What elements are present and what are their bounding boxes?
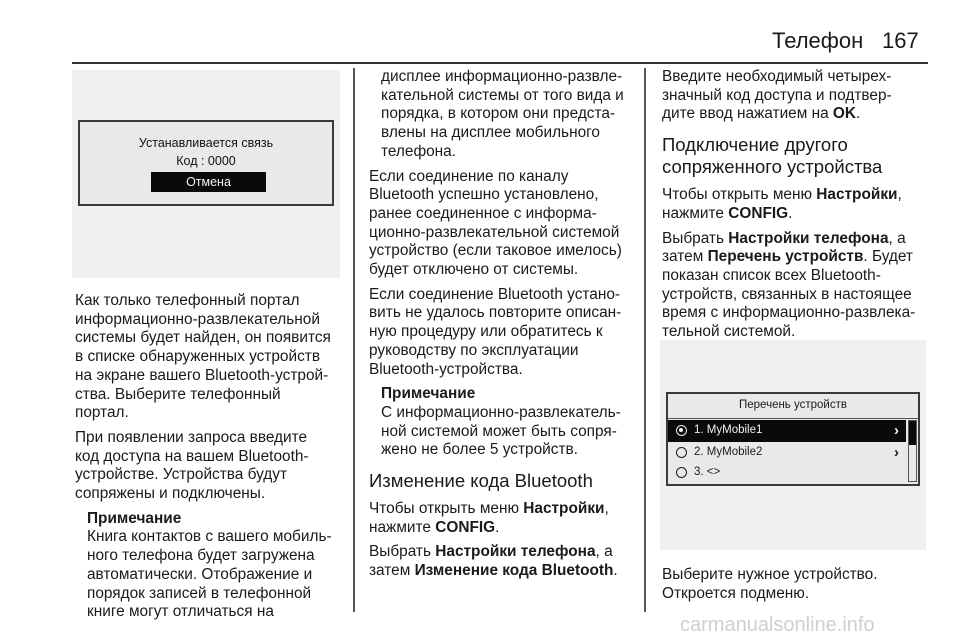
chevron-right-icon: › xyxy=(894,444,899,461)
section-heading: Изменение кода Bluetooth xyxy=(369,470,593,492)
heading-line: сопряженного устройства xyxy=(662,156,883,178)
text-run: , xyxy=(604,500,609,518)
text-line: портал. xyxy=(75,404,129,422)
text-line: ную процедуру или обратитесь к xyxy=(369,323,603,341)
text-run: нажмите xyxy=(662,204,729,222)
text-line: Выберите нужное устройство. xyxy=(662,566,878,583)
text-run: Выбрать xyxy=(662,229,729,247)
paragraph xyxy=(662,68,932,124)
radio-unselected-icon xyxy=(676,467,687,478)
device-list-rule xyxy=(668,418,918,419)
key-name: CONFIG xyxy=(435,518,496,536)
text-line: время с информационно-развлека‐ xyxy=(662,304,916,322)
menu-item-name: Настройки телефона xyxy=(435,543,596,561)
text-line: в списке обнаруженных устройств xyxy=(75,348,320,366)
menu-item-name: Перечень устройств xyxy=(707,248,864,266)
text-line: ционно-развлекательной системой xyxy=(369,223,620,241)
paragraph xyxy=(662,230,932,342)
paragraph xyxy=(662,186,932,223)
device-list-image xyxy=(660,340,926,550)
menu-name: Настройки xyxy=(816,186,898,204)
text-line: показан список всех Bluetooth- xyxy=(662,266,881,284)
text-line: Книга контактов с вашего мобиль‐ xyxy=(87,528,332,546)
text-line: С информационно-развлекатель‐ xyxy=(381,403,621,421)
text-run: затем xyxy=(662,248,708,266)
text-line: Если соединение по каналу xyxy=(369,167,569,185)
chevron-right-icon: › xyxy=(894,422,899,439)
cancel-button[interactable]: Отмена xyxy=(151,172,266,192)
menu-item-name: Изменение кода Bluetooth xyxy=(414,562,614,580)
text-line: Как только телефонный портал xyxy=(75,292,300,309)
text-line: устройств, связанных в настоящее xyxy=(662,285,912,303)
text-line: руководству по эксплуатации xyxy=(369,341,579,359)
device-list-scrollbar[interactable] xyxy=(908,420,917,482)
paragraph xyxy=(75,292,351,423)
text-run: . xyxy=(856,105,861,123)
text-line: значный код доступа и подтвер- xyxy=(662,86,892,104)
text-line: порядка, в котором они предста‐ xyxy=(381,105,616,123)
pairing-screen-image xyxy=(72,70,340,278)
page-title: Телефон xyxy=(772,28,864,53)
text-line: Bluetooth успешно установлено, xyxy=(369,186,599,204)
text-run: затем xyxy=(369,562,415,580)
column-3-top xyxy=(662,68,932,348)
key-name: OK xyxy=(832,105,857,123)
column-1 xyxy=(75,292,351,628)
key-name: CONFIG xyxy=(728,204,789,222)
text-run: дите ввод нажатием на xyxy=(662,105,833,123)
text-run: . xyxy=(788,204,793,222)
device-list-item[interactable] xyxy=(668,420,906,442)
paragraph xyxy=(369,168,641,280)
text-line: устройстве. Устройства будут xyxy=(75,466,288,484)
text-run: Чтобы открыть меню xyxy=(662,186,817,204)
device-list-item[interactable] xyxy=(668,462,906,484)
page-header xyxy=(0,24,960,60)
text-line: вить не удалось повторите описан‐ xyxy=(369,304,622,322)
paragraph xyxy=(369,500,641,537)
note-block xyxy=(369,385,641,460)
note-block xyxy=(75,510,351,622)
device-name: 2. MyMobile2 xyxy=(694,446,763,458)
text-line: Bluetooth-устройства. xyxy=(369,360,523,378)
text-line: код доступа на вашем Bluetooth- xyxy=(75,447,309,465)
heading-line: Подключение другого xyxy=(662,134,848,156)
text-line: Если соединение Bluetooth устано‐ xyxy=(369,285,621,303)
text-line: ства. Выберите телефонный xyxy=(75,385,281,403)
text-run: , xyxy=(897,186,902,204)
text-line: телефона. xyxy=(381,142,457,160)
text-line: тельной системой. xyxy=(662,323,796,341)
scrollbar-thumb[interactable] xyxy=(909,421,916,445)
text-run: . Будет xyxy=(863,248,913,266)
paragraph xyxy=(369,543,641,580)
device-name: 1. MyMobile1 xyxy=(694,424,763,436)
device-list-display xyxy=(666,392,920,486)
device-list-title: Перечень устройств xyxy=(739,399,847,411)
text-line: жено не более 5 устройств. xyxy=(381,441,578,459)
text-line: устройство (если таковое имелось) xyxy=(369,242,622,260)
section-heading xyxy=(662,134,932,178)
text-line: Откроется подменю. xyxy=(662,584,810,602)
text-run: Выбрать xyxy=(369,543,436,561)
text-line: ного телефона будет загружена xyxy=(87,547,315,565)
column-2 xyxy=(369,68,641,587)
device-name: 3. <> xyxy=(694,466,721,478)
radio-selected-icon xyxy=(676,425,687,436)
text-line: дисплее информационно-развле‐ xyxy=(381,68,623,85)
page-number: 167 xyxy=(882,28,919,53)
text-run: . xyxy=(613,562,618,580)
text-line: на экране вашего Bluetooth-устрой‐ xyxy=(75,366,329,384)
paragraph xyxy=(369,286,641,380)
column-divider xyxy=(353,68,355,612)
text-line: книге могут отличаться на xyxy=(87,603,274,621)
note-title: Примечание xyxy=(381,385,476,403)
column-3-bottom xyxy=(662,566,932,609)
pairing-code-text: Код : 0000 xyxy=(176,154,236,168)
note-continuation xyxy=(369,68,641,162)
text-line: влены на дисплее мобильного xyxy=(381,124,600,142)
menu-item-name: Настройки телефона xyxy=(728,229,889,247)
text-run: . xyxy=(495,518,500,536)
text-line: будет отключено от системы. xyxy=(369,261,579,279)
device-list-item[interactable] xyxy=(668,442,906,464)
text-line: При появлении запроса введите xyxy=(75,428,308,446)
text-line: ранее соединенное с информа‐ xyxy=(369,204,597,222)
text-line: Введите необходимый четырех- xyxy=(662,68,892,85)
header-rule xyxy=(72,62,928,64)
text-run: , а xyxy=(888,229,906,247)
text-line: ной системой может быть сопря‐ xyxy=(381,422,617,440)
text-line: кательной системы от того вида и xyxy=(381,86,624,104)
radio-unselected-icon xyxy=(676,447,687,458)
text-line: системы будет найден, он появится xyxy=(75,329,331,347)
text-run: Чтобы открыть меню xyxy=(369,500,524,518)
paragraph xyxy=(662,566,932,603)
watermark: carmanualsonline.info xyxy=(680,614,875,636)
column-divider xyxy=(644,68,646,612)
text-line: порядок записей в телефонной xyxy=(87,584,312,602)
paragraph xyxy=(75,429,351,504)
pairing-status-text: Устанавливается связь xyxy=(138,136,274,150)
text-line: сопряжены и подключены. xyxy=(75,485,266,503)
text-run: , а xyxy=(595,543,613,561)
note-title: Примечание xyxy=(87,509,182,527)
text-line: автоматически. Отображение и xyxy=(87,565,313,583)
menu-name: Настройки xyxy=(523,500,605,518)
text-line: информационно-развлекательной xyxy=(75,310,320,328)
pairing-display xyxy=(78,120,334,206)
text-run: нажмите xyxy=(369,518,436,536)
